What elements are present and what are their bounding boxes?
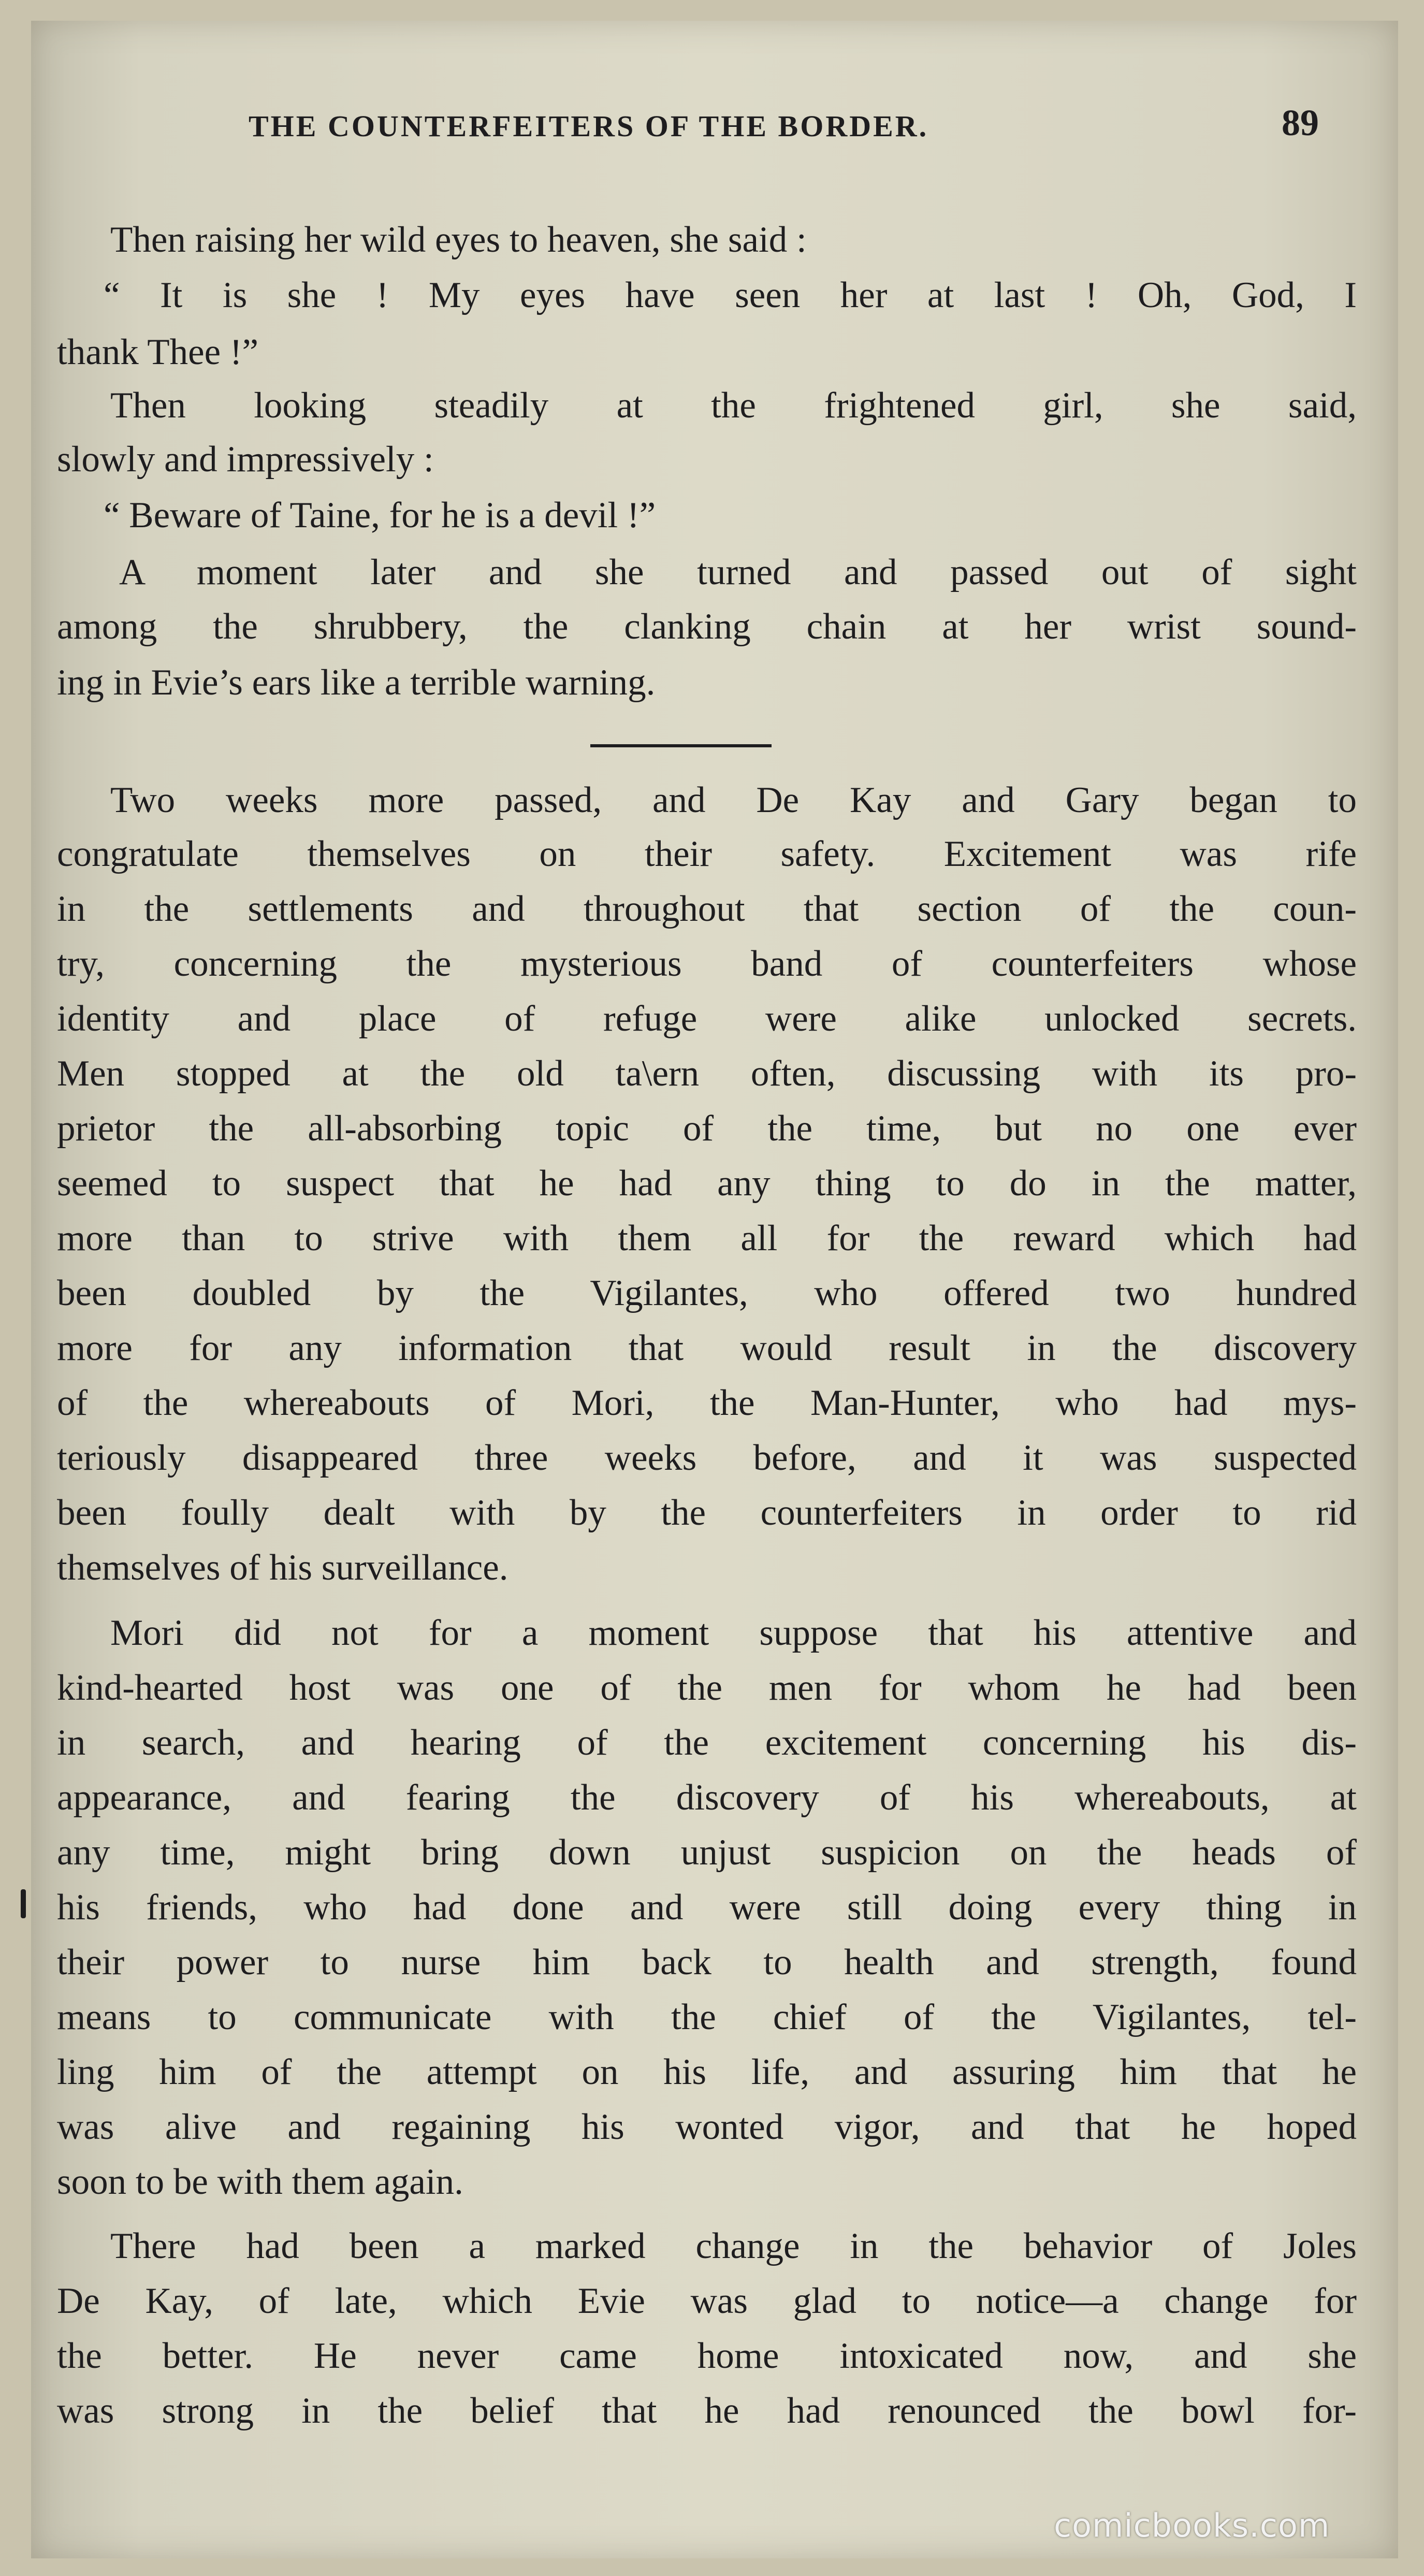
text-line: prietor the all-absorbing topic of the time, but no one ever xyxy=(57,1108,1357,1149)
text-line: been foully dealt with by the counterfeiters in order to rid xyxy=(57,1493,1357,1533)
text-line: means to communicate with the chief of the Vigilantes, tel- xyxy=(57,1997,1357,2037)
text-line: his friends, who had done and were still doing every thing in xyxy=(57,1887,1357,1928)
text-line: seemed to suspect that he had any thing to do in the matter, xyxy=(57,1163,1357,1204)
running-head: THE COUNTERFEITERS OF THE BORDER. xyxy=(249,109,929,143)
text-line: “ Beware of Taine, for he is a devil !” xyxy=(104,495,656,536)
text-line: kind-hearted host was one of the men for whom he had been xyxy=(57,1668,1357,1708)
text-line: their power to nurse him back to health and strength, found xyxy=(57,1942,1357,1982)
text-line: more than to strive with them all for the reward which had xyxy=(57,1218,1357,1258)
text-line: thank Thee !” xyxy=(57,332,259,372)
text-line: “ It is she ! My eyes have seen her at last ! Oh, God, I xyxy=(104,275,1357,315)
text-line: Then raising her wild eyes to heaven, she said : xyxy=(110,220,807,260)
text-line: ling him of the attempt on his life, and assuring him that he xyxy=(57,2052,1357,2092)
text-line: in the settlements and throughout that section of the coun- xyxy=(57,889,1357,929)
text-line: among the shrubbery, the clanking chain at her wrist sound- xyxy=(57,606,1357,647)
section-divider xyxy=(590,744,772,747)
text-line: Two weeks more passed, and De Kay and Gary began to xyxy=(110,780,1357,820)
text-line: the better. He never came home intoxicated now, and she xyxy=(57,2336,1357,2376)
watermark: comicbooks.com xyxy=(1054,2507,1330,2544)
text-line: of the whereabouts of Mori, the Man-Hunter, who had mys- xyxy=(57,1383,1357,1423)
text-line: Men stopped at the old ta\ern often, discussing with its pro- xyxy=(57,1053,1357,1094)
text-line: in search, and hearing of the excitement concerning his dis- xyxy=(57,1723,1357,1763)
page-number: 89 xyxy=(1282,102,1319,143)
text-line: been doubled by the Vigilantes, who offered two hundred xyxy=(57,1273,1357,1313)
text-line: De Kay, of late, which Evie was glad to notice—a change for xyxy=(57,2281,1357,2321)
text-line: slowly and impressively : xyxy=(57,439,434,480)
text-line: was alive and regaining his wonted vigor, and that he hoped xyxy=(57,2107,1357,2147)
text-line: A moment later and she turned and passed out of sight xyxy=(119,552,1357,592)
text-line: themselves of his surveillance. xyxy=(57,1547,508,1588)
text-line: was strong in the belief that he had renounced the bowl for- xyxy=(57,2391,1357,2431)
text-line: more for any information that would result in the discovery xyxy=(57,1328,1357,1368)
text-line: Then looking steadily at the frightened girl, she said, xyxy=(110,385,1357,426)
text-line: teriously disappeared three weeks before, and it was suspected xyxy=(57,1438,1357,1478)
text-line: identity and place of refuge were alike unlocked secrets. xyxy=(57,998,1357,1039)
text-line: soon to be with them again. xyxy=(57,2162,463,2202)
text-line: try, concerning the mysterious band of counterfeiters whose xyxy=(57,944,1357,984)
text-line: appearance, and fearing the discovery of his whereabouts, at xyxy=(57,1777,1357,1818)
text-line: ing in Evie’s ears like a terrible warning. xyxy=(57,662,656,703)
margin-ink-mark xyxy=(21,1889,26,1918)
text-line: There had been a marked change in the behavior of Joles xyxy=(110,2226,1357,2266)
text-line: any time, might bring down unjust suspicion on the heads of xyxy=(57,1832,1357,1873)
text-line: Mori did not for a moment suppose that his attentive and xyxy=(110,1613,1357,1653)
text-line: congratulate themselves on their safety. Excitement was rife xyxy=(57,834,1357,874)
